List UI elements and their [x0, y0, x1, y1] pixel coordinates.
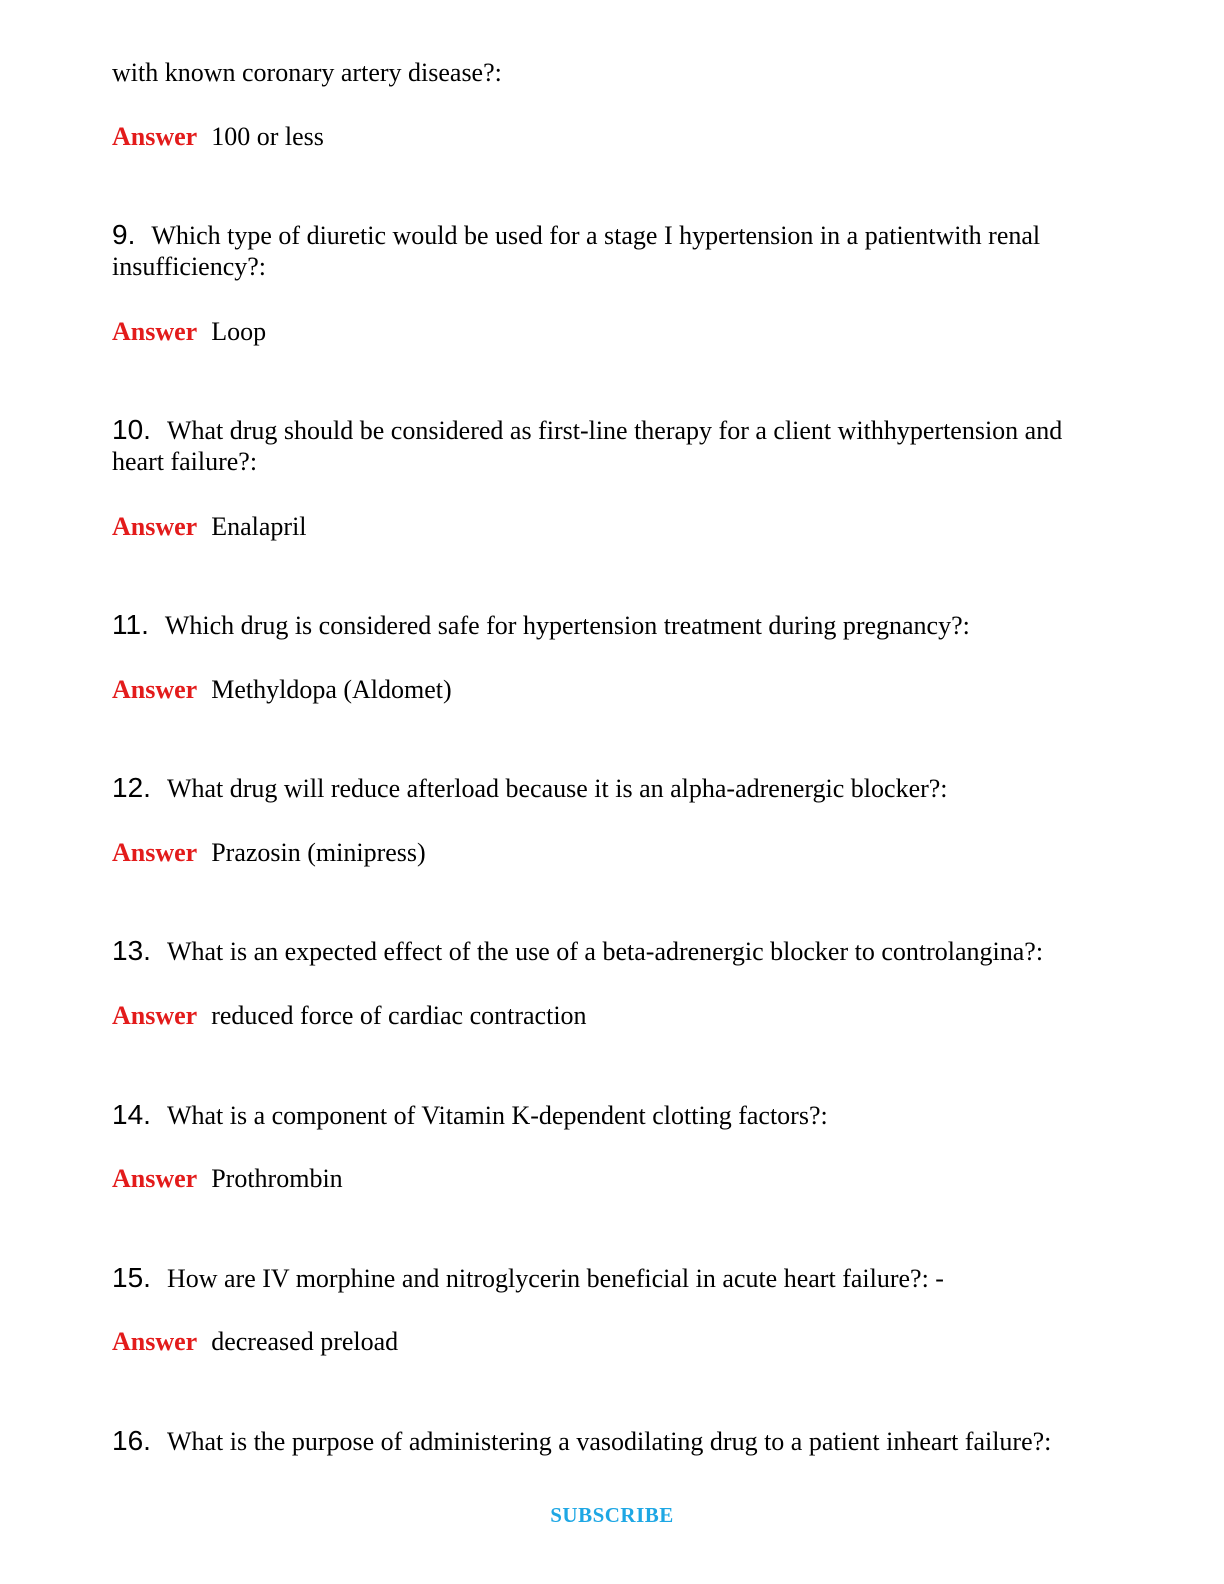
answer-label: Answer [112, 1164, 198, 1193]
answer-text: Enalapril [211, 512, 307, 541]
answer-label: Answer [112, 317, 198, 346]
question-text: Which type of diuretic would be used for a stage I hypertension in a patientwith renal insufficiency?: [112, 221, 1041, 281]
answer-text: reduced force of cardiac contraction [211, 1001, 587, 1030]
question-14 [112, 1099, 1112, 1131]
answer-text: 100 or less [211, 122, 324, 151]
question-number: 12. [112, 772, 151, 803]
answer-text: Loop [211, 317, 267, 346]
question-number: 11. [112, 609, 149, 640]
answer-row [112, 316, 266, 347]
question-11 [112, 609, 1112, 641]
question-text: Which drug is considered safe for hypertension treatment during pregnancy?: [164, 611, 970, 640]
question-text: What drug should be considered as first-line therapy for a client withhypertension and heart failure?: [112, 416, 1063, 476]
answer-text: Methyldopa (Aldomet) [211, 675, 452, 704]
question-text: How are IV morphine and nitroglycerin beneficial in acute heart failure?: - [166, 1264, 944, 1293]
question-number: 9. [112, 219, 136, 250]
question-text: What is an expected effect of the use of a beta-adrenergic blocker to controlangina?: [166, 937, 1044, 966]
question-13 [112, 935, 1112, 967]
answer-label: Answer [112, 1001, 198, 1030]
question-15 [112, 1262, 1112, 1294]
answer-row [112, 1163, 343, 1194]
question-text: What is the purpose of administering a vasodilating drug to a patient inheart failure?: [166, 1427, 1052, 1456]
answer-text: decreased preload [211, 1327, 399, 1356]
answer-row [112, 121, 324, 152]
question-text: with known coronary artery disease?: [112, 58, 502, 87]
answer-row [112, 511, 307, 542]
question-number: 13. [112, 935, 151, 966]
answer-label: Answer [112, 675, 198, 704]
question-9 [112, 219, 1112, 282]
answer-text: Prazosin (minipress) [211, 838, 426, 867]
answer-row [112, 1000, 587, 1031]
question-continuation [112, 57, 1112, 88]
question-number: 14. [112, 1099, 151, 1130]
question-number: 15. [112, 1262, 151, 1293]
answer-label: Answer [112, 1327, 198, 1356]
question-text: What drug will reduce afterload because it is an alpha-adrenergic blocker?: [166, 774, 948, 803]
question-number: 16. [112, 1425, 151, 1456]
answer-row [112, 1326, 398, 1357]
question-16 [112, 1425, 1112, 1457]
answer-label: Answer [112, 512, 198, 541]
question-text: What is a component of Vitamin K-dependent clotting factors?: [166, 1101, 828, 1130]
question-10 [112, 414, 1112, 477]
answer-label: Answer [112, 122, 198, 151]
question-number: 10. [112, 414, 151, 445]
answer-text: Prothrombin [211, 1164, 343, 1193]
question-12 [112, 772, 1112, 804]
subscribe-link[interactable]: SUBSCRIBE [550, 1503, 674, 1527]
answer-row [112, 837, 426, 868]
answer-row [112, 674, 452, 705]
answer-label: Answer [112, 838, 198, 867]
